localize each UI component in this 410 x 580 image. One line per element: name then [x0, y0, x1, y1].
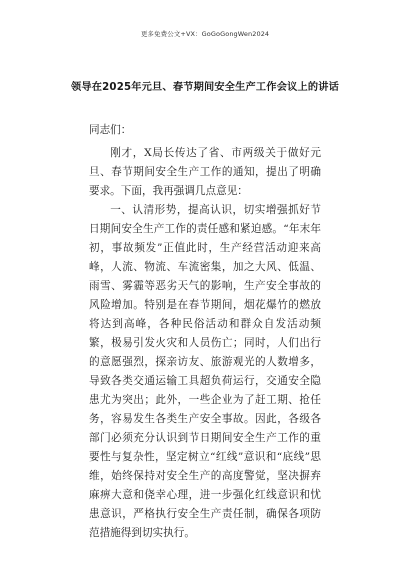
document-title: 领导在2025年元旦、春节期间安全生产工作会议上的讲话 [70, 82, 340, 93]
paragraph-intro: 刚才，X局长传达了省、市两级关于做好元旦、春节期间安全生产工作的通知，提出了明确要求。下面，我再强调几点意见： [89, 147, 321, 197]
document-body [89, 121, 321, 543]
salutation: 同志们： [89, 124, 132, 136]
header-note: 更多免费公文+VX：GoGoGongWen2024 [140, 30, 270, 38]
paragraph-point-one: 一、认清形势，提高认识，切实增强抓好节日期间安全生产工作的责任感和紧迫感。“年末年初，事故频发”正值此时，生产经营活动迎来高峰，人流、物流、车流密集，加之大风、低温、雨雪、雾霾等恶劣天气的影响，生产安全事故的风险增加。特别是在春节期间，烟花爆竹的燃放将达到高峰，各种民俗活动和群众自发活动频繁，极易引发火灾和人员伤亡；同时，人们出行的意愿强烈，探亲访友、旅游观光的人数增多，导致各类交通运输工具超负荷运行，交通安全隐患尤为突出；此外，一些企业为了赶工期、抢任务，容易发生各类生产安全事故。因此，各级各部门必须充分认识到节日期间安全生产工作的重要性与复杂性，坚定树立“红线”意识和“底线”思维，始终保持对安全生产的高度警觉，坚决摒弃麻痹大意和侥幸心理，进一步强化红线意识和忧患意识，严格执行安全生产责任制，确保各项防范措施得到切实执行。 [89, 204, 321, 539]
